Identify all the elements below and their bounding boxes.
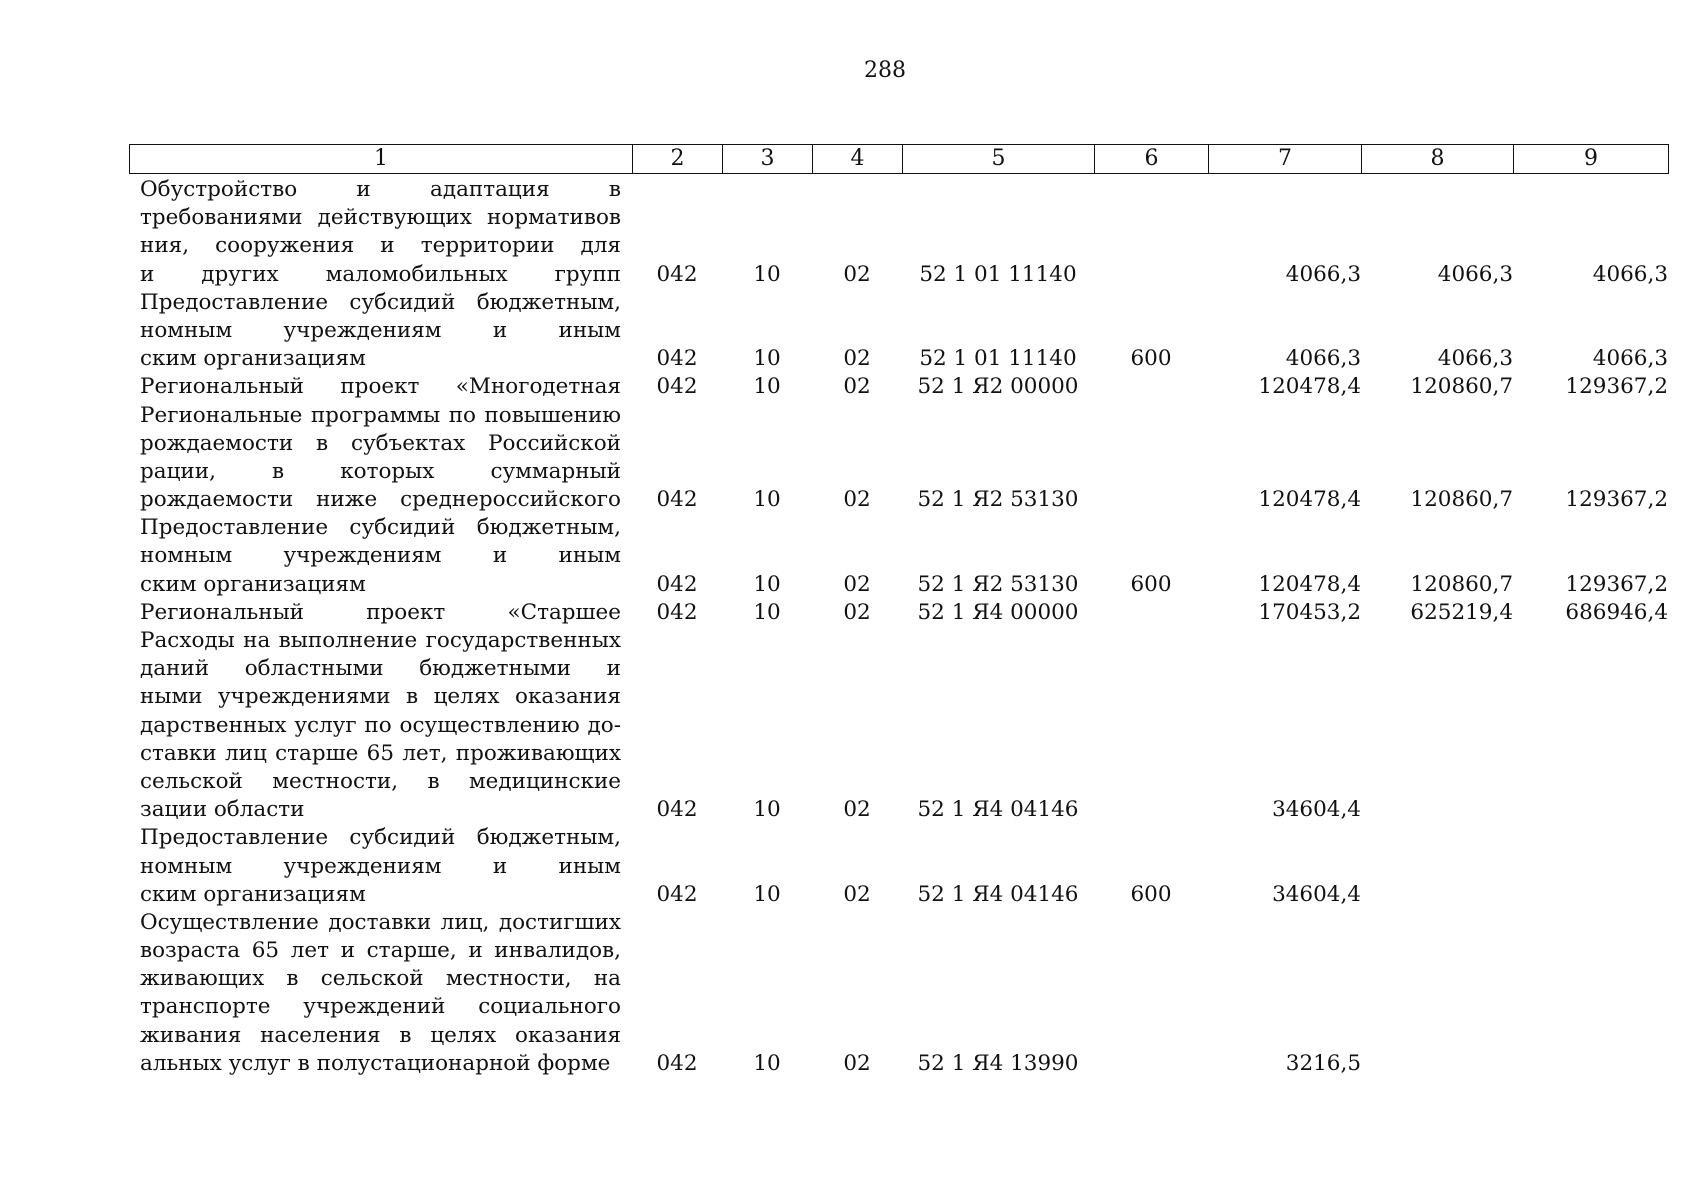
- row-name: [129, 402, 632, 515]
- table-body: [129, 176, 1668, 1078]
- cell-amount-year-2: 4066,3: [1437, 346, 1513, 372]
- cell-amount-year-1: 4066,3: [1285, 346, 1361, 372]
- row-name-line: дарственных услуг по осуществлению до-: [140, 712, 621, 738]
- cell-section: 10: [753, 1050, 781, 1076]
- cell-ministry-code: 042: [656, 1050, 698, 1076]
- table-row: [129, 824, 1668, 909]
- cell-subsection: 02: [843, 374, 871, 400]
- cell-expense-type: 600: [1130, 346, 1172, 372]
- header-cell-4: 4: [813, 145, 903, 174]
- cell-target-article: 52 1 01 11140: [919, 346, 1077, 372]
- row-name-line: Предоставление субсидий бюджетным,: [140, 515, 621, 541]
- row-name-line: Осуществление доставки лиц, достигших: [140, 909, 621, 935]
- cell-subsection: 02: [843, 261, 871, 287]
- budget-table: [129, 176, 1668, 1078]
- cell-target-article: 52 1 Я2 00000: [917, 374, 1079, 400]
- row-name-line: рации, в которых суммарный: [140, 458, 621, 484]
- cell-amount-year-2: [1361, 627, 1513, 824]
- row-name: [129, 514, 632, 599]
- cell-ministry-code: 042: [656, 261, 698, 287]
- cell-target-article: 52 1 Я4 04146: [917, 881, 1079, 907]
- cell-target-article: 52 1 Я4 00000: [917, 599, 1079, 625]
- cell-ministry-code: 042: [656, 599, 698, 625]
- row-name-line: ским организациям: [140, 571, 366, 597]
- cell-section: 10: [753, 599, 781, 625]
- table-row: [129, 176, 1668, 289]
- cell-subsection: 02: [843, 881, 871, 907]
- cell-amount-year-3: 4066,3: [1592, 346, 1668, 372]
- cell-amount-year-3: 129367,2: [1565, 487, 1668, 513]
- row-name: [129, 824, 632, 909]
- cell-subsection: 02: [843, 571, 871, 597]
- cell-amount-year-3: 129367,2: [1565, 374, 1668, 400]
- header-row: [130, 145, 1669, 174]
- cell-subsection: 02: [843, 346, 871, 372]
- row-name-line: Предоставление субсидий бюджетным,: [140, 289, 621, 315]
- cell-subsection: 02: [843, 1050, 871, 1076]
- table-row: [129, 373, 1668, 401]
- cell-amount-year-1: 4066,3: [1285, 261, 1361, 287]
- row-name-line: ставки лиц старше 65 лет, проживающих: [140, 740, 621, 766]
- header-cell-8: 8: [1362, 145, 1514, 174]
- header-cell-7: 7: [1209, 145, 1362, 174]
- cell-amount-year-3: [1513, 909, 1668, 1078]
- cell-section: 10: [753, 571, 781, 597]
- cell-ministry-code: 042: [656, 797, 698, 823]
- cell-amount-year-3: [1513, 824, 1668, 909]
- row-name-line: возраста 65 лет и старше, и инвалидов,: [140, 938, 621, 964]
- cell-expense-type: [1094, 176, 1208, 289]
- cell-expense-type: [1094, 373, 1208, 401]
- header-cell-6: 6: [1095, 145, 1209, 174]
- cell-amount-year-1: 34604,4: [1272, 797, 1361, 823]
- row-name: [129, 289, 632, 374]
- row-name-line: номным учреждениям и иным: [140, 543, 621, 569]
- header-cell-3: 3: [723, 145, 813, 174]
- table-row: [129, 289, 1668, 374]
- cell-expense-type: [1094, 909, 1208, 1078]
- cell-amount-year-2: [1361, 824, 1513, 909]
- cell-target-article: 52 1 Я4 13990: [917, 1050, 1079, 1076]
- cell-amount-year-1: 34604,4: [1272, 881, 1361, 907]
- table-row: [129, 599, 1668, 627]
- cell-expense-type: 600: [1130, 881, 1172, 907]
- header-cell-5: 5: [903, 145, 1095, 174]
- row-name-line: Обустройство и адаптация в: [140, 177, 621, 202]
- cell-section: 10: [753, 261, 781, 287]
- cell-amount-year-1: 170453,2: [1258, 599, 1361, 625]
- table-row: [129, 909, 1668, 1078]
- cell-section: 10: [753, 797, 781, 823]
- cell-amount-year-1: 3216,5: [1285, 1050, 1361, 1076]
- header-cell-9: 9: [1514, 145, 1669, 174]
- cell-amount-year-3: 686946,4: [1565, 599, 1668, 625]
- cell-amount-year-3: [1513, 627, 1668, 824]
- cell-amount-year-1: 120478,4: [1258, 374, 1361, 400]
- row-name-line: альных услуг в полустационарной форме: [140, 1050, 611, 1076]
- cell-subsection: 02: [843, 487, 871, 513]
- row-name-line: транспорте учреждений социального: [140, 994, 621, 1020]
- row-name-line: ским организациям: [140, 346, 366, 372]
- cell-expense-type: [1094, 599, 1208, 627]
- cell-section: 10: [753, 487, 781, 513]
- row-name-line: и других маломобильных групп: [140, 261, 621, 287]
- table-row: [129, 627, 1668, 824]
- row-name-line: номным учреждениям и иным: [140, 853, 621, 879]
- row-name-line: ния, сооружения и территории для: [140, 233, 621, 259]
- row-name-line: живающих в сельской местности, на: [140, 966, 621, 992]
- row-name-line: Предоставление субсидий бюджетным,: [140, 825, 621, 851]
- row-name-line: номным учреждениям и иным: [140, 317, 621, 343]
- row-name-line: живания населения в целях оказания: [140, 1022, 621, 1048]
- cell-amount-year-2: 625219,4: [1410, 599, 1513, 625]
- row-name-line: Региональный проект «Старшее: [140, 599, 621, 625]
- cell-section: 10: [753, 346, 781, 372]
- table-row: [129, 514, 1668, 599]
- row-name-line: даний областными бюджетными и: [140, 656, 621, 682]
- cell-subsection: 02: [843, 599, 871, 625]
- cell-amount-year-2: 120860,7: [1410, 571, 1513, 597]
- cell-expense-type: 600: [1130, 571, 1172, 597]
- cell-section: 10: [753, 881, 781, 907]
- row-name-line: ским организациям: [140, 881, 366, 907]
- row-name-line: зации области: [140, 797, 305, 823]
- row-name-line: требованиями действующих нормативов: [140, 205, 621, 231]
- cell-ministry-code: 042: [656, 881, 698, 907]
- row-name: [129, 599, 632, 627]
- cell-ministry-code: 042: [656, 487, 698, 513]
- row-name-line: рождаемости ниже среднероссийского: [140, 487, 621, 513]
- table-row: [129, 402, 1668, 515]
- column-number-header: [129, 144, 1669, 174]
- cell-amount-year-3: 129367,2: [1565, 571, 1668, 597]
- row-name-line: рождаемости в субъектах Российской: [140, 430, 621, 456]
- row-name-line: Региональные программы по повышению: [140, 402, 621, 428]
- header-cell-1: 1: [130, 145, 633, 174]
- cell-target-article: 52 1 Я4 04146: [917, 797, 1079, 823]
- cell-ministry-code: 042: [656, 346, 698, 372]
- cell-target-article: 52 1 Я2 53130: [917, 571, 1079, 597]
- cell-amount-year-1: 120478,4: [1258, 571, 1361, 597]
- cell-amount-year-2: [1361, 909, 1513, 1078]
- row-name-line: ными учреждениями в целях оказания: [140, 684, 621, 710]
- cell-amount-year-2: 4066,3: [1437, 261, 1513, 287]
- row-name: [129, 627, 632, 824]
- cell-amount-year-1: 120478,4: [1258, 487, 1361, 513]
- row-name: [129, 176, 632, 289]
- cell-ministry-code: 042: [656, 374, 698, 400]
- cell-target-article: 52 1 Я2 53130: [917, 487, 1079, 513]
- cell-expense-type: [1094, 627, 1208, 824]
- header-cell-2: 2: [633, 145, 723, 174]
- row-name: [129, 373, 632, 401]
- row-name-line: сельской местности, в медицинские: [140, 768, 621, 794]
- cell-amount-year-2: 120860,7: [1410, 487, 1513, 513]
- row-name-line: Расходы на выполнение государственных: [140, 628, 621, 654]
- page-number: 288: [864, 58, 906, 83]
- row-name: [129, 909, 632, 1078]
- cell-expense-type: [1094, 402, 1208, 515]
- cell-ministry-code: 042: [656, 571, 698, 597]
- cell-subsection: 02: [843, 797, 871, 823]
- cell-section: 10: [753, 374, 781, 400]
- cell-amount-year-3: 4066,3: [1592, 261, 1668, 287]
- cell-amount-year-2: 120860,7: [1410, 374, 1513, 400]
- cell-target-article: 52 1 01 11140: [919, 261, 1077, 287]
- row-name-line: Региональный проект «Многодетная: [140, 374, 621, 400]
